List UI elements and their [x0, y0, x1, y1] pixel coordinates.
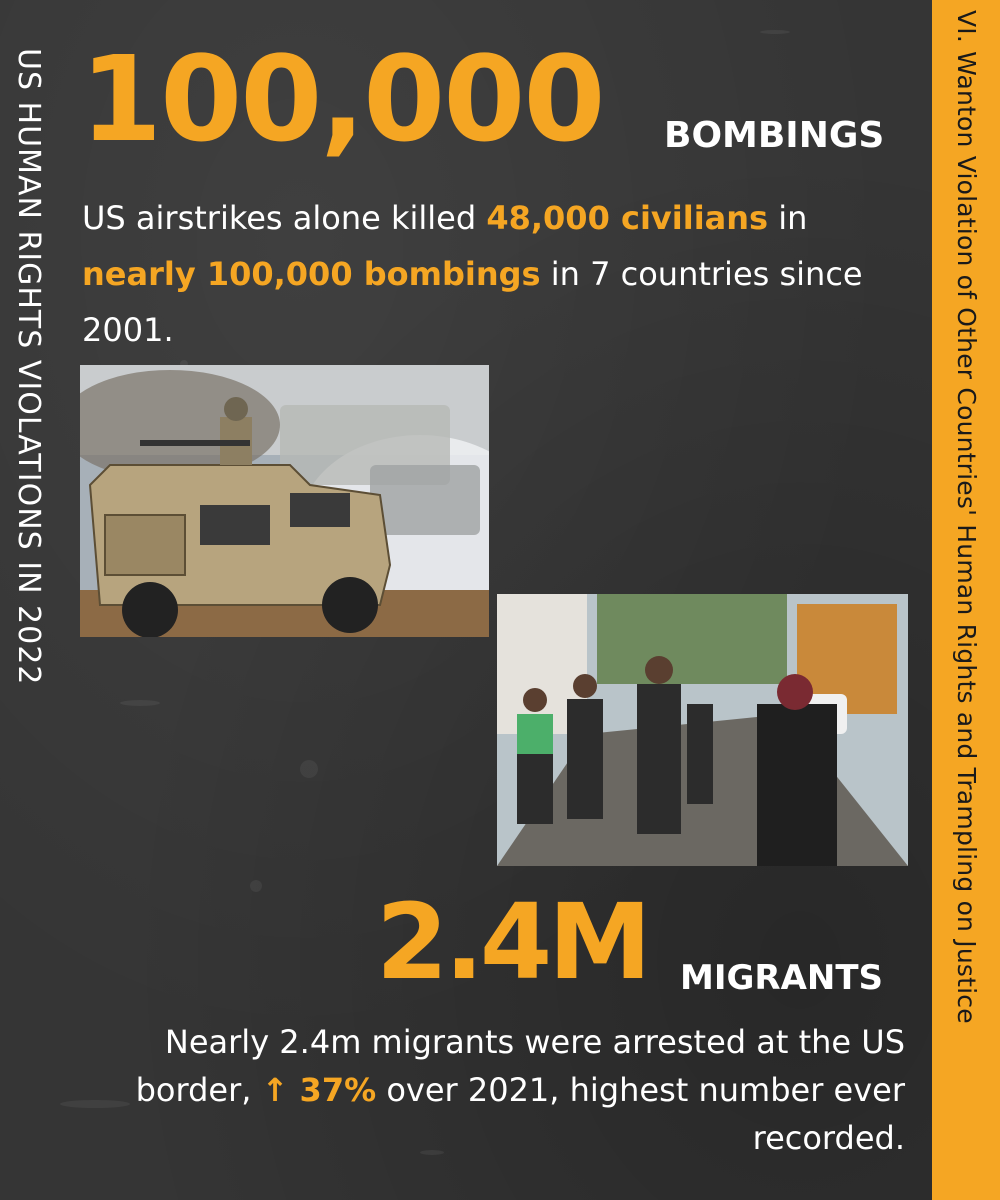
- increase-highlight: ↑ 37%: [261, 1071, 377, 1109]
- border-migrants-photo: [497, 594, 908, 866]
- page-title: US HUMAN RIGHTS VIOLATIONS IN 2022: [11, 48, 46, 686]
- section-title: VI. Wanton Violation of Other Countries' Human Rights and Trampling on Justice: [952, 10, 981, 1024]
- bombings-number: 100,000: [80, 30, 604, 168]
- civilians-highlight: 48,000 civilians: [486, 199, 769, 237]
- bombings-highlight: nearly 100,000 bombings: [82, 255, 541, 293]
- migrants-number: 2.4M: [376, 881, 648, 1003]
- bombings-label: BOMBINGS: [664, 115, 885, 156]
- bombings-description: US airstrikes alone killed 48,000 civilians in nearly 100,000 bombings in 7 countries since 2001.: [82, 199, 863, 349]
- military-humvee-photo: [80, 365, 489, 637]
- section-title-bar: [932, 0, 1000, 1200]
- vertical-page-title: [0, 0, 60, 1200]
- migrants-description: Nearly 2.4m migrants were arrested at the US border, ↑ 37% over 2021, highest number ever recorded.: [135, 1023, 905, 1157]
- migrants-label: MIGRANTS: [680, 958, 884, 998]
